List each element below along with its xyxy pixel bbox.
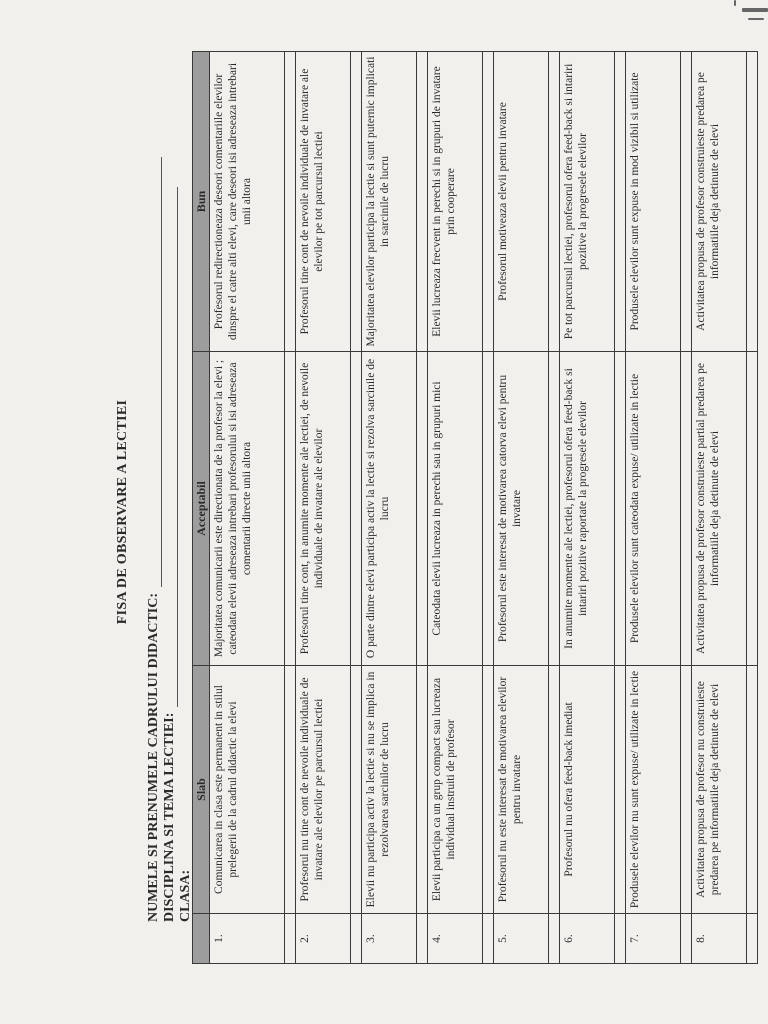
- cell-slab: Elevii nu participa activ la lectie si nu se implica in rezolvarea sarcinilor de lucru: [362, 666, 417, 914]
- cell-acceptabil: Produsele elevilor sunt cateodata expuse/ utilizate in lectie: [626, 352, 681, 666]
- cell-slab: Comunicarea in clasa este permanent in stilul prelegerii de la cadrul didactic la elevi: [210, 666, 285, 914]
- header-slab: Slab: [193, 666, 210, 914]
- cell-bun: Profesorul motiveaza elevii pentru invatare: [494, 52, 549, 352]
- table-row: [428, 52, 483, 964]
- table-row: [692, 52, 747, 964]
- table-row: [210, 52, 285, 964]
- row-number: 7.: [626, 914, 681, 964]
- row-number: 8.: [692, 914, 747, 964]
- table-body: [210, 52, 758, 964]
- table-header-row: [193, 52, 210, 964]
- cell-bun: Elevii lucreaza frecvent in perechi si in grupuri de invatare prin cooperare: [428, 52, 483, 352]
- spacer-row: [351, 52, 362, 964]
- scan-mark: [742, 8, 768, 12]
- cell-slab: Produsele elevilor nu sunt expuse/ utilizate in lectie: [626, 666, 681, 914]
- spacer-row: [747, 52, 758, 964]
- class-label: CLASA:: [178, 869, 193, 922]
- teacher-name-label: NUMELE SI PRENUMELE CADRULUI DIDACTIC:: [146, 592, 161, 922]
- cell-bun: Pe tot parcursul lectiei, profesorul ofera feed-back si intariri pozitive la progresele elevilor: [560, 52, 615, 352]
- cell-acceptabil: Activitatea propusa de profesor construieste partial predarea pe informatiile deja detinute de elevi: [692, 352, 747, 666]
- spacer-row: [417, 52, 428, 964]
- header-number: [193, 914, 210, 964]
- scan-mark: [748, 18, 764, 20]
- subject-label: DISCIPLINA SI TEMA LECTIEI:: [162, 712, 177, 922]
- row-number: 6.: [560, 914, 615, 964]
- row-number: 4.: [428, 914, 483, 964]
- cell-bun: Profesorul tine cont de nevoile individuale de invatare ale elevilor pe tot parcursul lectiei: [296, 52, 351, 352]
- row-number: 3.: [362, 914, 417, 964]
- teacher-name-field: [146, 157, 162, 922]
- cell-slab: Profesorul nu ofera feed-back imediat: [560, 666, 615, 914]
- spacer-row: [615, 52, 626, 964]
- spacer-row: [285, 52, 296, 964]
- cell-acceptabil: Majoritatea comunicarii este directionata de la profesor la elevi ; cateodata elevii adreseaza intrebari profesorului si isi adreseaza comentarii directe unii altora: [210, 352, 285, 666]
- cell-acceptabil: Cateodata elevii lucreaza in perechi sau in grupuri mici: [428, 352, 483, 666]
- cell-slab: Elevii participa ca un grup compact sau lucreaza individual instruiti de profesor: [428, 666, 483, 914]
- table-row: [494, 52, 549, 964]
- cell-bun: Majoritatea elevilor participa la lectie si sunt puternic implicati in sarcinile de lucru: [362, 52, 417, 352]
- header-acceptabil: Acceptabil: [193, 352, 210, 666]
- spacer-row: [549, 52, 560, 964]
- cell-acceptabil: In anumite momente ale lectiei, profesorul ofera feed-back si intariri pozitive raportate la progresele elevilor: [560, 352, 615, 666]
- header-bun: Bun: [193, 52, 210, 352]
- cell-acceptabil: O parte dintre elevi participa activ la lectie si rezolva sarcinile de lucru: [362, 352, 417, 666]
- scan-mark: [734, 0, 736, 6]
- table-row: [626, 52, 681, 964]
- spacer-row: [681, 52, 692, 964]
- cell-bun: Produsele elevilor sunt expuse in mod vizibil si utilizate: [626, 52, 681, 352]
- cell-slab: Profesorul nu tine cont de nevoile individuale de invatare ale elevilor pe parcursul lectiei: [296, 666, 351, 914]
- row-number: 2.: [296, 914, 351, 964]
- row-number: 5.: [494, 914, 549, 964]
- cell-slab: Activitatea propusa de profesor nu construieste predarea pe informatiile deja detinute de elevi: [692, 666, 747, 914]
- cell-slab: Profesorul nu este interesat de motivarea elevilor pentru invatare: [494, 666, 549, 914]
- document-title: FISA DE OBSERVARE A LECTIEI: [115, 399, 130, 625]
- cell-acceptabil: Profesorul este interesat de motivarea catorva elevi pentru invatare: [494, 352, 549, 666]
- table-row: [362, 52, 417, 964]
- observation-table: [192, 51, 758, 964]
- table-row: [296, 52, 351, 964]
- cell-acceptabil: Profesorul tine cont, in anumite momente ale lectiei, de nevoile individuale de invatare ale elevilor: [296, 352, 351, 666]
- table-row: [560, 52, 615, 964]
- subject-field: [162, 187, 178, 922]
- cell-bun: Profesorul redirectioneaza deseori comentariile elevilor dinspre el catre alti elevi, care deseori isi adreseaza intrebari unii altora: [210, 52, 285, 352]
- cell-bun: Activitatea propusa de profesor construieste predarea pe informatiile deja detinute de elevi: [692, 52, 747, 352]
- row-number: 1.: [210, 914, 285, 964]
- spacer-row: [483, 52, 494, 964]
